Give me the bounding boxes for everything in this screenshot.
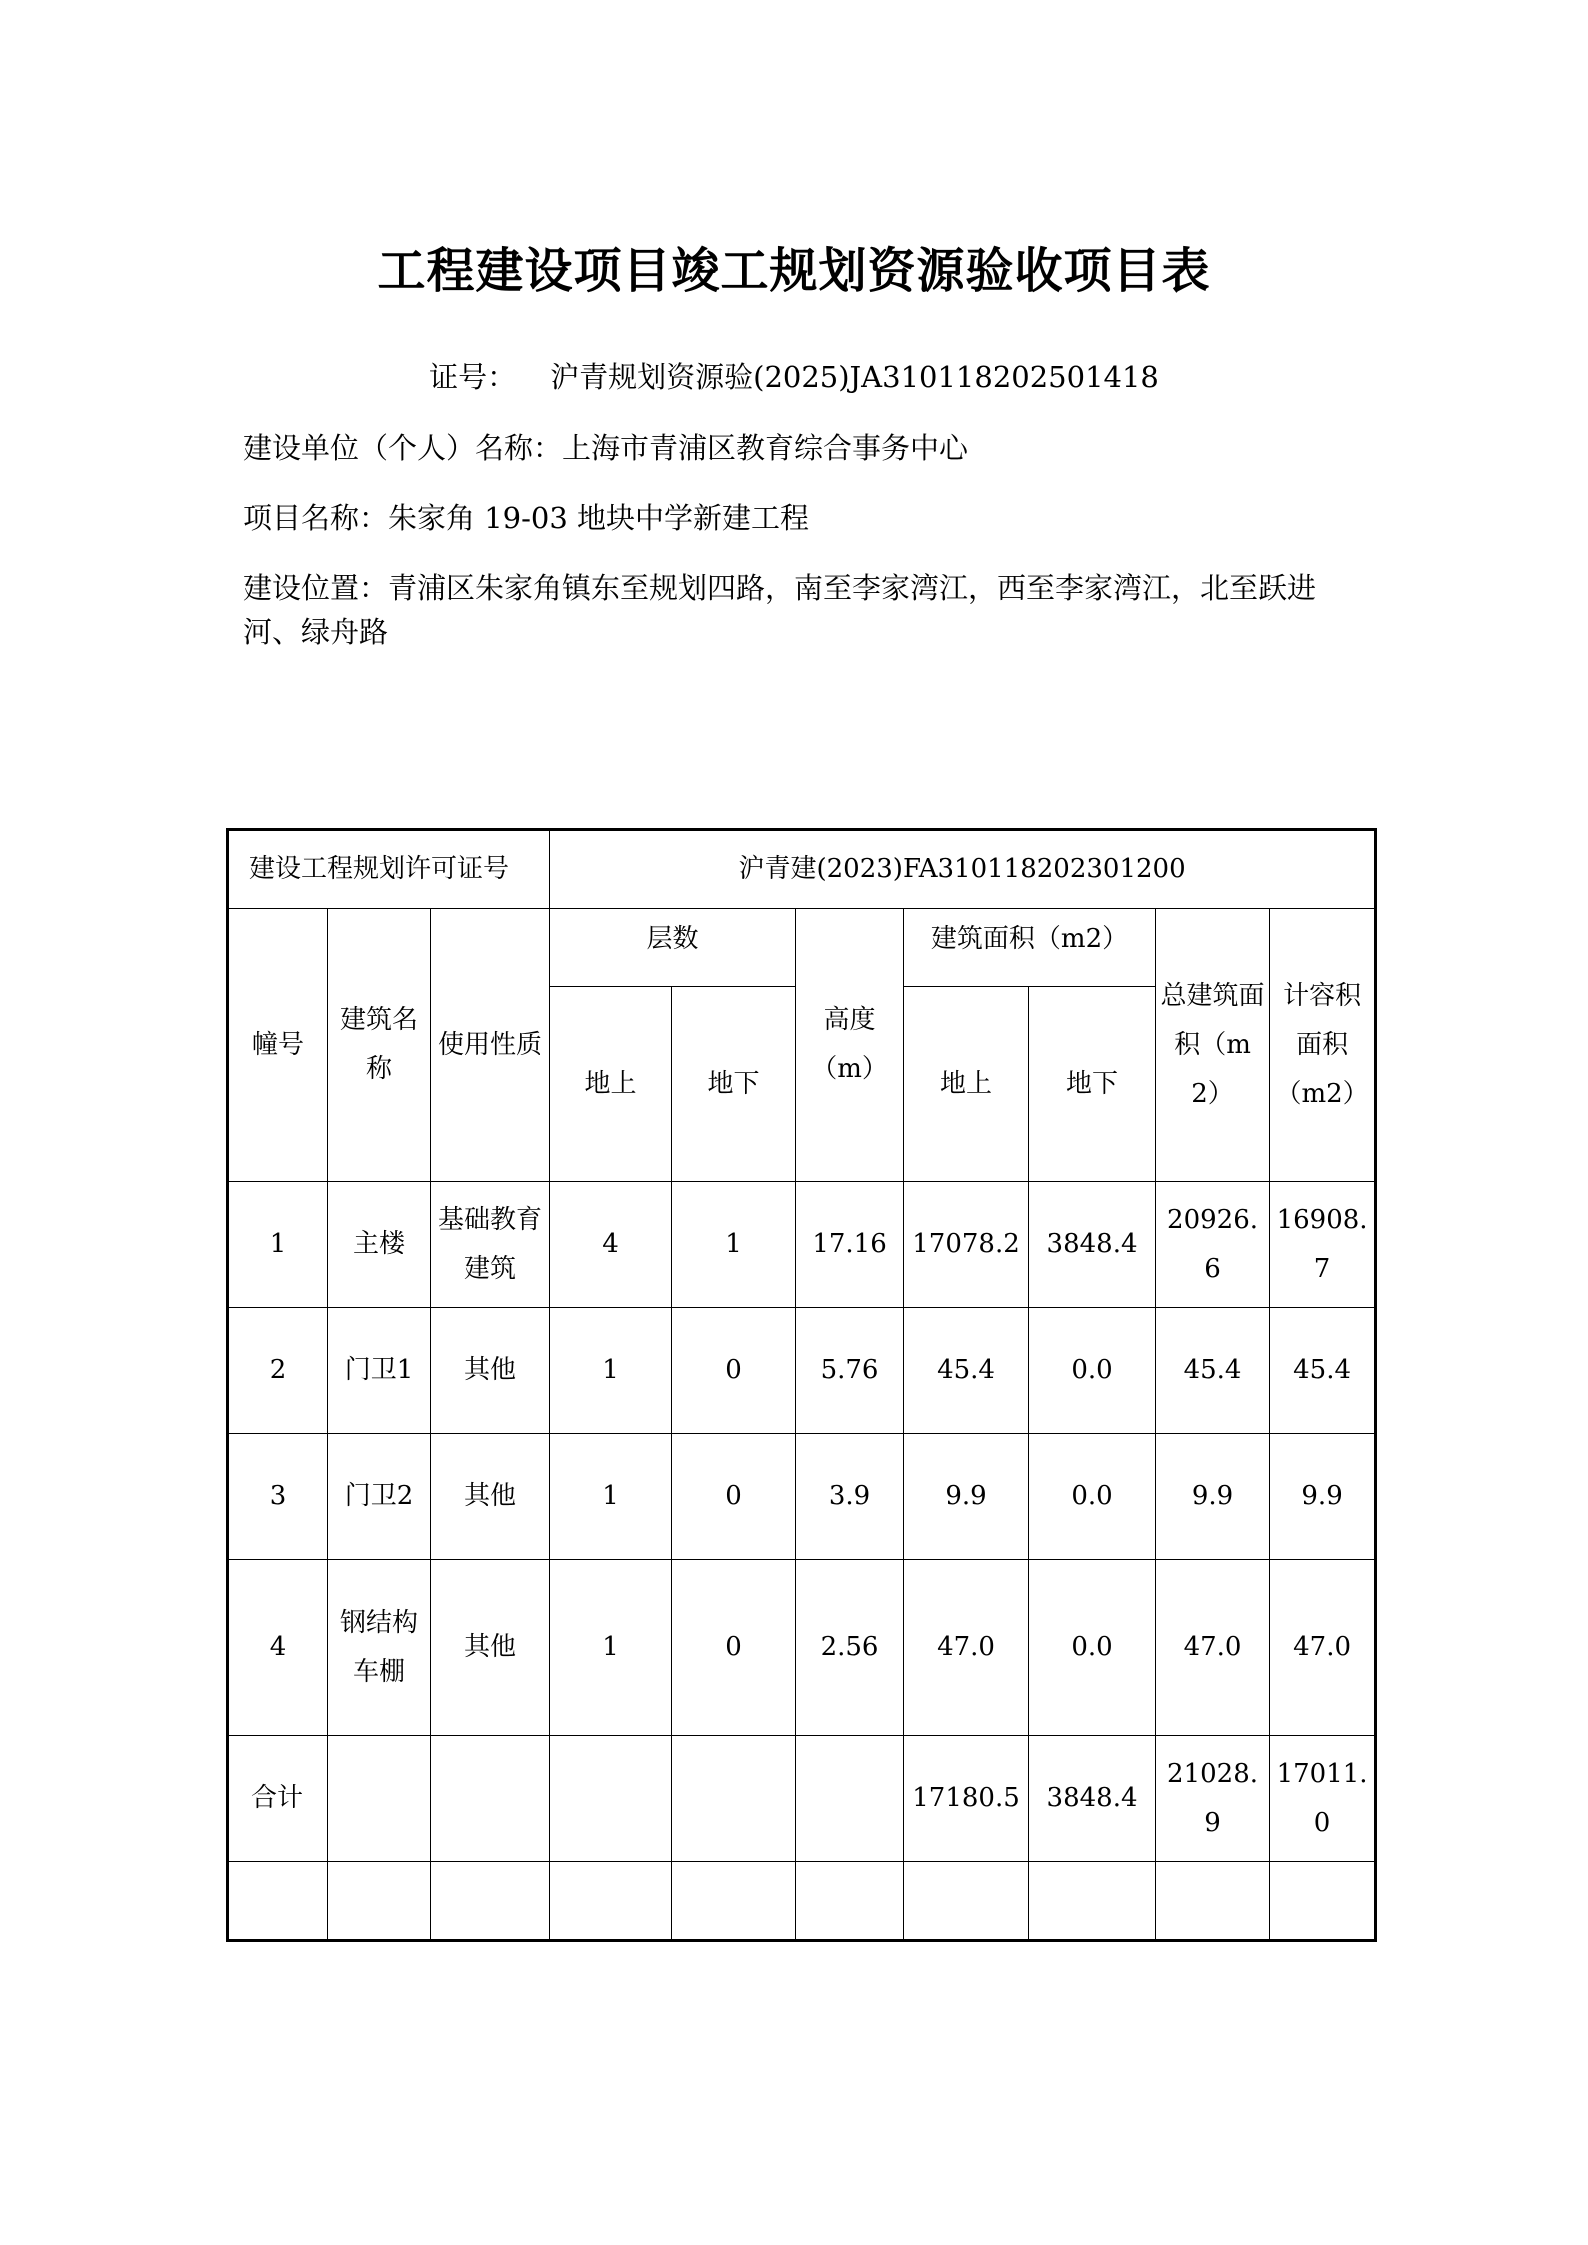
permit-label: 建设工程规划许可证号 — [228, 830, 550, 909]
cell-total-area: 9.9 — [1156, 1434, 1270, 1560]
blank-cell — [431, 1862, 550, 1941]
cell-building-name: 钢结构车棚 — [328, 1560, 431, 1736]
cell-area-below: 3848.4 — [1029, 1182, 1156, 1308]
table-row — [228, 1560, 1376, 1736]
total-area-below: 3848.4 — [1029, 1736, 1156, 1862]
cell-height: 2.56 — [796, 1560, 904, 1736]
total-empty-cell — [328, 1736, 431, 1862]
cell-total-area: 20926.6 — [1156, 1182, 1270, 1308]
total-area-above: 17180.5 — [904, 1736, 1029, 1862]
header-total-area: 总建筑面积（m2） — [1156, 909, 1270, 1182]
header-floors-above: 地上 — [550, 987, 672, 1182]
total-label: 合计 — [228, 1736, 328, 1862]
blank-cell — [328, 1862, 431, 1941]
cell-area-above: 45.4 — [904, 1308, 1029, 1434]
owner-line: 建设单位（个人）名称：上海市青浦区教育综合事务中心 — [243, 431, 969, 465]
cell-usage: 其他 — [431, 1434, 550, 1560]
header-usage: 使用性质 — [431, 909, 550, 1182]
cell-floors-below: 1 — [672, 1182, 796, 1308]
header-area: 建筑面积（m2） — [904, 909, 1156, 987]
permit-number: 沪青建(2023)FA310118202301200 — [550, 830, 1376, 909]
cell-building-name: 主楼 — [328, 1182, 431, 1308]
total-far-area: 17011.0 — [1270, 1736, 1376, 1862]
header-area-below: 地下 — [1029, 987, 1156, 1182]
header-area-above: 地上 — [904, 987, 1029, 1182]
cell-floors-above: 4 — [550, 1182, 672, 1308]
cell-floors-below: 0 — [672, 1560, 796, 1736]
blank-cell — [796, 1862, 904, 1941]
total-empty-cell — [672, 1736, 796, 1862]
cell-area-above: 47.0 — [904, 1560, 1029, 1736]
header-floors: 层数 — [550, 909, 796, 987]
cell-usage: 其他 — [431, 1560, 550, 1736]
location-line: 建设位置：青浦区朱家角镇东至规划四路，南至李家湾江，西至李家湾江，北至跃进河、绿舟路 — [243, 571, 1317, 649]
cell-area-above: 17078.2 — [904, 1182, 1029, 1308]
table-row — [228, 1308, 1376, 1434]
header-row-1 — [228, 909, 1376, 987]
header-building-name: 建筑名称 — [328, 909, 431, 1182]
total-row — [228, 1736, 1376, 1862]
cell-area-below: 0.0 — [1029, 1434, 1156, 1560]
table-row — [228, 1182, 1376, 1308]
total-total-area: 21028.9 — [1156, 1736, 1270, 1862]
cell-height: 17.16 — [796, 1182, 904, 1308]
cell-area-below: 0.0 — [1029, 1308, 1156, 1434]
acceptance-table — [226, 828, 1377, 1942]
cell-far-area: 45.4 — [1270, 1308, 1376, 1434]
project-name-line: 项目名称：朱家角 19-03 地块中学新建工程 — [243, 501, 810, 535]
cell-usage: 基础教育建筑 — [431, 1182, 550, 1308]
cell-total-area: 45.4 — [1156, 1308, 1270, 1434]
cell-usage: 其他 — [431, 1308, 550, 1434]
cell-height: 3.9 — [796, 1434, 904, 1560]
header-height: 高度（m） — [796, 909, 904, 1182]
cell-building-no: 4 — [228, 1560, 328, 1736]
cell-floors-below: 0 — [672, 1308, 796, 1434]
header-floors-below: 地下 — [672, 987, 796, 1182]
cell-building-name: 门卫2 — [328, 1434, 431, 1560]
cell-floors-below: 0 — [672, 1434, 796, 1560]
blank-cell — [1156, 1862, 1270, 1941]
blank-cell — [672, 1862, 796, 1941]
cell-area-below: 0.0 — [1029, 1560, 1156, 1736]
blank-cell — [1270, 1862, 1376, 1941]
cell-floors-above: 1 — [550, 1308, 672, 1434]
certificate-number: 沪青规划资源验(2025)JA310118202501418 — [550, 360, 1159, 394]
total-empty-cell — [796, 1736, 904, 1862]
cell-floors-above: 1 — [550, 1560, 672, 1736]
certificate-label: 证号： — [429, 360, 517, 394]
total-empty-cell — [431, 1736, 550, 1862]
blank-cell — [550, 1862, 672, 1941]
cell-building-no: 3 — [228, 1434, 328, 1560]
certificate-number-line — [0, 355, 1588, 396]
header-far-area: 计容积面积（m2） — [1270, 909, 1376, 1182]
table-row — [228, 1434, 1376, 1560]
blank-cell — [1029, 1862, 1156, 1941]
blank-cell — [904, 1862, 1029, 1941]
blank-row — [228, 1862, 1376, 1941]
cell-far-area: 9.9 — [1270, 1434, 1376, 1560]
total-empty-cell — [550, 1736, 672, 1862]
cell-building-no: 2 — [228, 1308, 328, 1434]
permit-row — [228, 830, 1376, 909]
blank-cell — [228, 1862, 328, 1941]
cell-area-above: 9.9 — [904, 1434, 1029, 1560]
cell-building-name: 门卫1 — [328, 1308, 431, 1434]
document-title: 工程建设项目竣工规划资源验收项目表 — [377, 243, 1211, 299]
cell-building-no: 1 — [228, 1182, 328, 1308]
cell-total-area: 47.0 — [1156, 1560, 1270, 1736]
header-building-no: 幢号 — [228, 909, 328, 1182]
cell-floors-above: 1 — [550, 1434, 672, 1560]
cell-far-area: 47.0 — [1270, 1560, 1376, 1736]
cell-far-area: 16908.7 — [1270, 1182, 1376, 1308]
cell-height: 5.76 — [796, 1308, 904, 1434]
